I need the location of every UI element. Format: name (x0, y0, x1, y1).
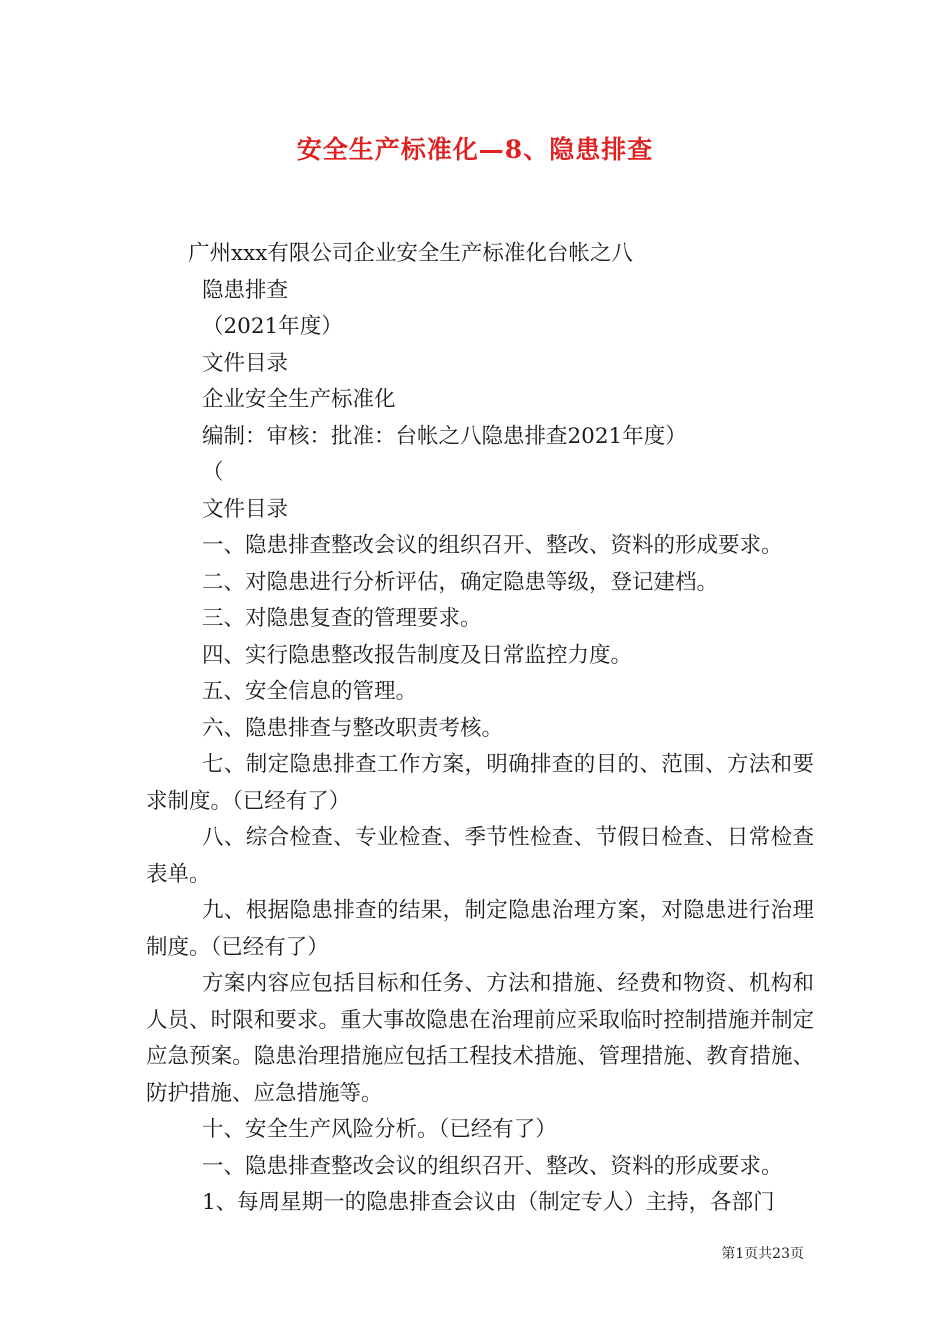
meeting-paragraph: 1、每周星期一的隐患排查会议由（制定专人）主持，各部门 (202, 1190, 775, 1215)
page-number: 第1页共23页 (721, 1246, 804, 1262)
section-heading-paragraph: 一、隐患排查整改会议的组织召开、整改、资料的形成要求。 (202, 1153, 783, 1179)
approval-line: 编制：审核：批准：台帐之八隐患排查2021年度） (202, 423, 687, 449)
toc-item: 二、对隐患进行分析评估，确定隐患等级，登记建档。 (202, 569, 719, 595)
bracket-line: （ (202, 460, 224, 485)
toc-paragraph: 九、根据隐患排查的结果，制定隐患治理方案，对隐患进行治理制度。（已经有了） (146, 898, 814, 960)
toc-paragraph: 七、制定隐患排查工作方案，明确排查的目的、范围、方法和要求制度。（已经有了） (146, 752, 814, 814)
toc-paragraph: 十、安全生产风险分析。（已经有了） (202, 1117, 557, 1142)
standardization-line: 企业安全生产标准化 (202, 387, 396, 412)
year-line: （2021年度） (202, 314, 343, 339)
company-ledger-line: 广州xxx有限公司企业安全生产标准化台帐之八 (188, 241, 633, 266)
document-title: 安全生产标准化—8、隐患排查 (296, 135, 654, 164)
toc-item: 四、实行隐患整改报告制度及日常监控力度。 (202, 642, 633, 668)
section-line: 隐患排查 (202, 277, 289, 303)
file-directory-heading-2: 文件目录 (202, 496, 289, 522)
toc-item: 一、隐患排查整改会议的组织召开、整改、资料的形成要求。 (202, 533, 783, 558)
document-body (146, 236, 814, 1222)
toc-item: 三、对隐患复查的管理要求。 (202, 606, 482, 631)
toc-paragraph: 八、综合检查、专业检查、季节性检查、节假日检查、日常检查表单。 (146, 825, 814, 887)
plan-content-paragraph: 方案内容应包括目标和任务、方法和措施、经费和物资、机构和人员、时限和要求。重大事故隐患在治理前应采取临时控制措施并制定应急预案。隐患治理措施应包括工程技术措施、管理措施、教育措施、防护措施、应急措施等。 (146, 971, 814, 1106)
file-directory-heading: 文件目录 (202, 350, 289, 376)
toc-item: 五、安全信息的管理。 (202, 679, 418, 704)
toc-item: 六、隐患排查与整改职责考核。 (202, 715, 504, 741)
